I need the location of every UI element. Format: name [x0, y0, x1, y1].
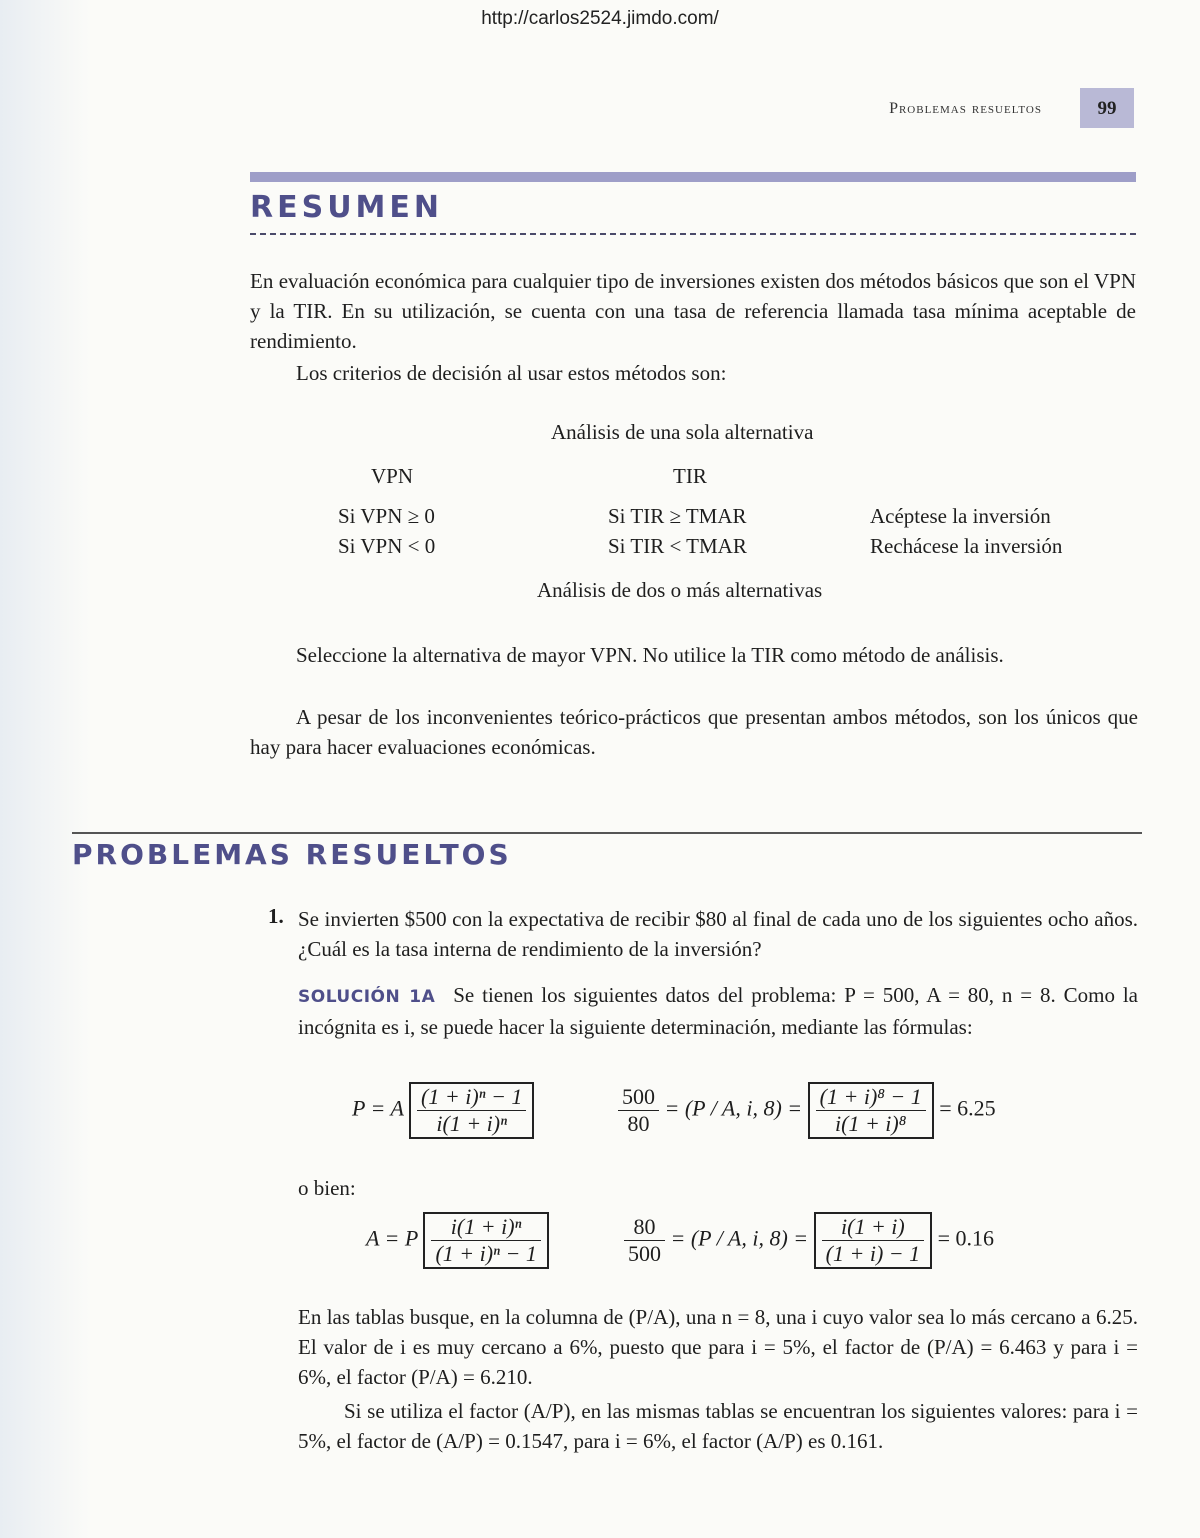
formula-lhs: A = P — [366, 1225, 418, 1251]
section-bar — [250, 172, 1136, 182]
numerator: i(1 + i)ⁿ — [431, 1214, 540, 1241]
page-edge-shading — [0, 0, 90, 1538]
formula-bracket — [814, 1212, 932, 1269]
solution-label: SOLUCIÓN 1A — [298, 987, 436, 1007]
fraction — [431, 1214, 540, 1267]
solution-text: Se tienen los siguientes datos del problema: P = 500, A = 80, n = 8. Como la incógnita es i, se puede hacer la siguiente determinación, mediante las fórmulas: — [298, 983, 1138, 1039]
fraction — [816, 1084, 926, 1137]
table-cell-vpn: Si VPN ≥ 0 — [338, 504, 435, 528]
solution-paragraph-ap-factor: Si se utiliza el factor (A/P), en las mismas tablas se encuentran los siguientes valores: para i = 5%, el factor de (A/P) = 0.1547, para i = 6%, el factor (A/P) es 0.161. — [298, 1399, 1138, 1453]
solution-paragraph — [298, 980, 1138, 1042]
factor-notation: = (P / A, i, 8) = — [670, 1225, 809, 1251]
section-rule — [72, 832, 1142, 834]
numerator: (1 + i)ⁿ − 1 — [417, 1084, 526, 1111]
resumen-paragraph-3: Seleccione la alternativa de mayor VPN. No utilice la TIR como método de análisis. — [296, 643, 1004, 667]
formula-result: = 6.25 — [939, 1095, 996, 1121]
numerator: 80 — [624, 1214, 665, 1241]
numerator: (1 + i)⁸ − 1 — [816, 1084, 926, 1111]
formula-p-given-a — [352, 1082, 534, 1139]
column-header-tir: TIR — [673, 464, 707, 488]
fraction — [618, 1084, 659, 1137]
table-subtitle-single: Análisis de una sola alternativa — [551, 420, 814, 444]
denominator: 80 — [627, 1111, 650, 1136]
denominator: (1 + i) − 1 — [825, 1241, 921, 1266]
resumen-paragraph-1: En evaluación económica para cualquier tipo de inversiones existen dos métodos básicos que son el VPN y la TIR. En su utilización, se cuenta con una tasa de referencia llamada tasa mínima aceptable de rendimiento. — [250, 269, 1136, 353]
problemas-title: PROBLEMAS RESUELTOS — [72, 838, 512, 871]
formula-ratio-ap — [624, 1212, 994, 1269]
table-cell-tir: Si TIR < TMAR — [608, 534, 747, 558]
solution-paragraph-tables: En las tablas busque, en la columna de (P/A), una n = 8, una i cuyo valor sea lo más cercano a 6.25. El valor de i es muy cercano a 6%, puesto que para i = 5%, el factor de (P/A) = 6.463 y para i = 6%, el factor (P/A) = 6.210. — [298, 1305, 1138, 1389]
table-cell-decision: Acéptese la inversión — [870, 504, 1051, 528]
table-subtitle-multi: Análisis de dos o más alternativas — [537, 578, 823, 602]
formula-lhs: P = A — [352, 1095, 404, 1121]
source-url: http://carlos2524.jimdo.com/ — [481, 8, 719, 29]
fraction — [624, 1214, 665, 1267]
question-text: Se invierten $500 con la expectativa de recibir $80 al final de cada uno de los siguientes ocho años. ¿Cuál es la tasa interna de rendimiento de la inversión? — [298, 907, 1138, 961]
factor-notation: = (P / A, i, 8) = — [664, 1095, 803, 1121]
resumen-paragraph-2: Los criterios de decisión al usar estos métodos son: — [296, 361, 727, 385]
formula-bracket — [409, 1082, 534, 1139]
o-bien-label: o bien: — [298, 1176, 356, 1200]
formula-bracket — [808, 1082, 934, 1139]
dashed-divider — [250, 233, 1136, 235]
page-number: 99 — [1080, 88, 1134, 128]
denominator: i(1 + i)ⁿ — [436, 1111, 508, 1136]
resumen-paragraph-4: A pesar de los inconvenientes teórico-prácticos que presentan ambos métodos, son los únicos que hay para hacer evaluaciones económicas. — [250, 705, 1138, 759]
column-header-vpn: VPN — [371, 464, 414, 488]
fraction — [822, 1214, 924, 1267]
table-cell-decision: Rechácese la inversión — [870, 534, 1063, 558]
question-number: 1. — [268, 904, 284, 928]
table-cell-vpn: Si VPN < 0 — [338, 534, 436, 558]
table-cell-tir: Si TIR ≥ TMAR — [608, 504, 747, 528]
resumen-title: RESUMEN — [250, 190, 444, 225]
running-head: Problemas resueltos — [889, 100, 1042, 117]
denominator: (1 + i)ⁿ − 1 — [435, 1241, 537, 1266]
denominator: i(1 + i)⁸ — [835, 1111, 907, 1136]
numerator: i(1 + i) — [822, 1214, 924, 1241]
formula-result: = 0.16 — [937, 1225, 995, 1251]
formula-a-given-p — [366, 1212, 549, 1269]
numerator: 500 — [618, 1084, 659, 1111]
denominator: 500 — [628, 1241, 661, 1266]
fraction — [417, 1084, 526, 1137]
formula-bracket — [423, 1212, 548, 1269]
formula-ratio-pa — [618, 1082, 996, 1139]
